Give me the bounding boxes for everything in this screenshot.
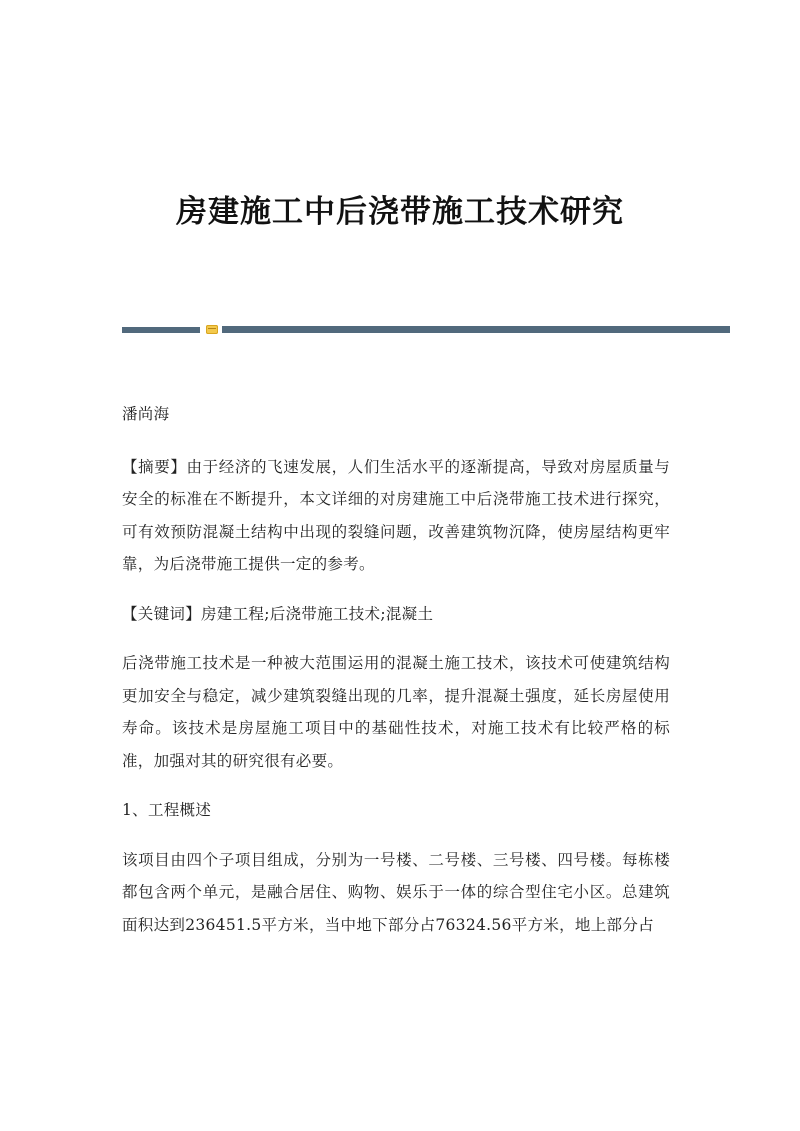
abstract-paragraph: 【摘要】由于经济的飞速发展，人们生活水平的逐渐提高，导致对房屋质量与安全的标准在不断提升，本文详细的对房建施工中后浇带施工技术进行探究，可有效预防混凝土结构中出现的裂缝问题，改善建筑物沉降，使房屋结构更牢靠，为后浇带施工提供一定的参考。 bbox=[122, 457, 670, 573]
divider-emblem-icon bbox=[206, 325, 218, 334]
article-body bbox=[122, 398, 670, 958]
page-title: 房建施工中后浇带施工技术研究 bbox=[176, 194, 624, 230]
keywords-paragraph: 【关键词】房建工程;后浇带施工技术;混凝土 bbox=[122, 604, 434, 623]
divider-bar-left bbox=[122, 327, 200, 333]
divider-bar-right bbox=[222, 326, 730, 333]
intro-paragraph: 后浇带施工技术是一种被大范围运用的混凝土施工技术，该技术可使建筑结构更加安全与稳定，减少建筑裂缝出现的几率，提升混凝土强度，延长房屋使用寿命。该技术是房屋施工项目中的基础性技术，对施工技术有比较严格的标准，加强对其的研究很有必要。 bbox=[122, 654, 670, 770]
author-name: 潘尚海 bbox=[122, 405, 170, 423]
section-paragraph: 该项目由四个子项目组成，分别为一号楼、二号楼、三号楼、四号楼。每栋楼都包含两个单元，是融合居住、购物、娱乐于一体的综合型住宅小区。总建筑面积达到236451.5平方米，当中地下部分占76324.56平方米，地上部分占 bbox=[122, 850, 670, 934]
section-heading: 1、工程概述 bbox=[122, 801, 212, 819]
title-divider bbox=[122, 325, 730, 333]
